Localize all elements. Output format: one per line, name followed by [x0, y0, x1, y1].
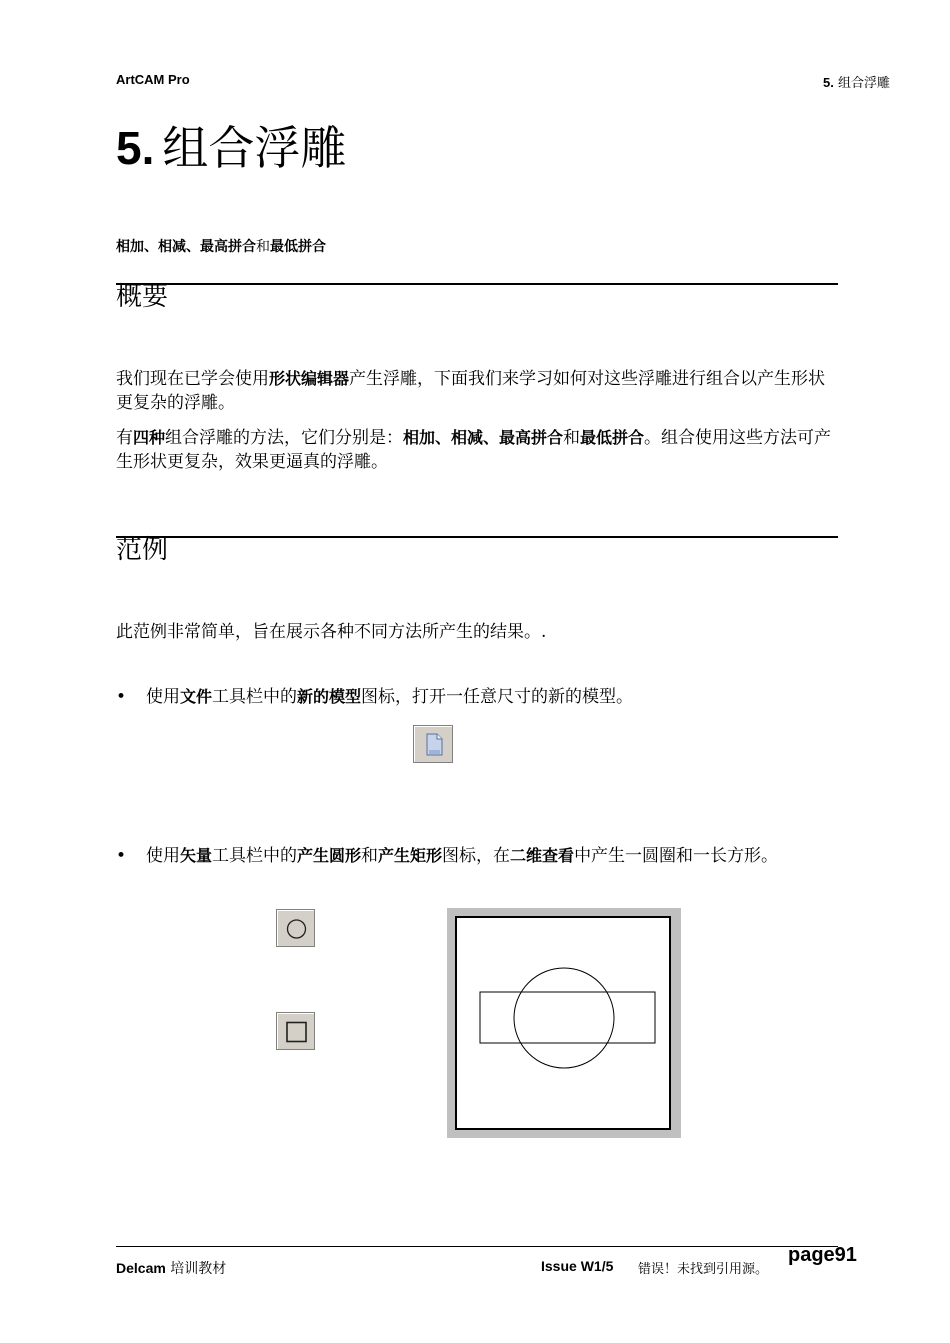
text-run: 组合浮雕的方法，它们分别是： — [165, 428, 404, 448]
chapter-title: 组合浮雕 — [162, 121, 347, 175]
header-chapter-number: 5. — [823, 75, 834, 90]
overview-rule — [116, 283, 838, 285]
footer-error-reference: 错误！未找到引用源。 — [638, 1262, 769, 1277]
example-intro: 此范例非常简单，旨在展示各种不同方法所产生的结果。. — [116, 622, 547, 642]
bold-term-vector: 矢量 — [180, 846, 213, 865]
header-app-name: ArtCAM Pro — [116, 72, 190, 87]
bullet-symbol: • — [116, 846, 127, 866]
bullet-vectors — [116, 844, 836, 868]
bold-term-2d-view: 二维查看 — [510, 846, 575, 865]
footer-company — [116, 1258, 226, 1278]
vector-rectangle — [480, 992, 655, 1043]
bold-term-file: 文件 — [180, 687, 213, 706]
text-run: 工具栏中的 — [212, 687, 298, 707]
bold-term-new-model: 新的模型 — [297, 687, 362, 706]
chapter-number: 5. — [116, 122, 155, 174]
bold-term-create-rectangle: 产生矩形 — [378, 846, 443, 865]
overview-paragraph-1 — [116, 367, 836, 415]
subtitle-part2: 最低拼合 — [270, 238, 326, 254]
chapter-heading — [116, 118, 346, 178]
text-run: 图标，在 — [442, 846, 511, 866]
vector-circle — [514, 968, 614, 1068]
bold-term-methods: 相加、相减、最高拼合 — [403, 428, 564, 447]
footer-page-number: page91 — [788, 1244, 857, 1266]
text-run: 和 — [563, 428, 581, 448]
text-run: 图标，打开一任意尺寸的新的模型。 — [361, 687, 634, 707]
bold-term-shape-editor: 形状编辑器 — [269, 369, 350, 388]
2d-view-window — [447, 908, 681, 1138]
text-run: 中产生一圆圈和一长方形。 — [574, 846, 779, 866]
subtitle-part1: 相加、相减、最高拼合 — [116, 238, 256, 254]
footer-issue: Issue W1/5 — [541, 1258, 614, 1274]
2d-view-canvas — [455, 916, 671, 1130]
footer-doc-type: 培训教材 — [170, 1261, 227, 1277]
footer-rule — [116, 1246, 838, 1247]
bullet-symbol: • — [116, 687, 127, 707]
text-run: 产生浮雕，下面我们来学习如何对这些浮雕进行组合以产生形状更复杂的浮雕。 — [116, 369, 826, 413]
example-rule — [116, 536, 838, 538]
header-chapter-title: 组合浮雕 — [837, 76, 890, 91]
text-run: 有 — [116, 428, 133, 448]
text-run: 。组合使用这些方法可产生形状更复杂，效果更逼真的浮雕。 — [116, 428, 832, 472]
text-run: 和 — [361, 846, 379, 866]
footer-company-name: Delcam — [116, 1260, 166, 1276]
new-model-icon — [413, 725, 453, 763]
bold-term-create-circle: 产生圆形 — [297, 846, 362, 865]
text-run: 工具栏中的 — [212, 846, 298, 866]
overview-paragraph-2 — [116, 426, 836, 474]
create-rectangle-icon — [276, 1012, 315, 1050]
header-chapter — [823, 72, 890, 91]
example-heading: 范例 — [116, 535, 169, 565]
text-run: 使用 — [146, 846, 180, 866]
text-run: 我们现在已学会使用 — [116, 369, 269, 389]
chapter-subtitle — [116, 236, 326, 256]
bold-term-four-kinds: 四种 — [133, 428, 166, 447]
bold-term-lowest-merge: 最低拼合 — [580, 428, 645, 447]
text-run: 使用 — [146, 687, 180, 707]
bullet-new-model — [116, 685, 836, 709]
overview-heading: 概要 — [116, 282, 169, 312]
subtitle-connector: 和 — [256, 239, 270, 255]
create-circle-icon — [276, 909, 315, 947]
